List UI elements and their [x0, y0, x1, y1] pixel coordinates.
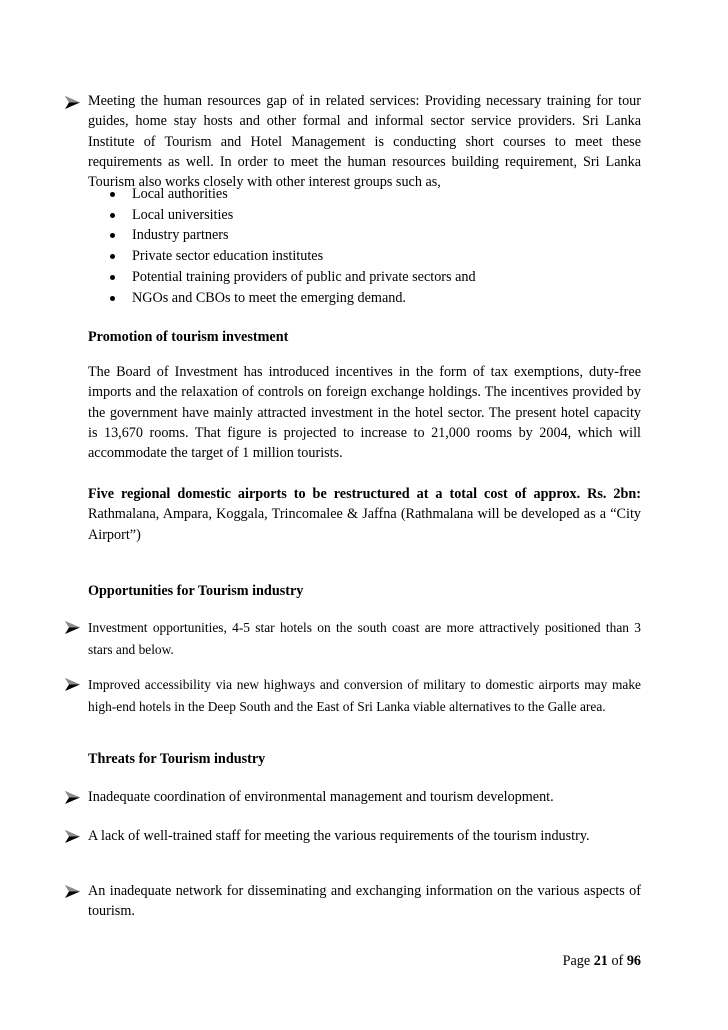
arrow-bullet-icon: [64, 790, 81, 805]
threats-heading: Threats for Tourism industry: [88, 751, 266, 767]
airports-bold-text: Five regional domestic airports to be restructured at a total cost of approx. Rs. 2bn:: [88, 486, 641, 502]
threat-item: Inadequate coordination of environmental management and tourism development.: [88, 789, 554, 805]
airports-paragraph: [88, 484, 641, 545]
page-number-footer: [563, 951, 641, 971]
list-item: Local universities: [108, 205, 476, 226]
opportunity-item: Improved accessibility via new highways and conversion of military to domestic airports may make high-end hotels in the Deep South and the East of Sri Lanka viable alternatives to the Galle area.: [88, 677, 641, 714]
investment-heading: Promotion of tourism investment: [88, 329, 289, 345]
airports-text: Rathmalana, Ampara, Koggala, Trincomalee & Jaffna (Rathmalana will be developed as a “City Airport”): [88, 506, 641, 543]
hr-gap-paragraph: Meeting the human resources gap of in related services: Providing necessary training for tour guides, home stay hosts and other formal and informal sector service providers. Sri Lanka Institute of Tourism and Hotel Management is conducting short courses to meet these requirements as well. In order to meet the human resources building requirement, Sri Lanka Tourism also works closely with other interest groups such as,: [88, 93, 641, 191]
opportunities-heading: Opportunities for Tourism industry: [88, 583, 304, 599]
arrow-bullet-icon: [64, 677, 81, 692]
list-item: Potential training providers of public and private sectors and: [108, 267, 476, 288]
list-item: Industry partners: [108, 225, 476, 246]
current-page-number: 21: [593, 953, 608, 969]
interest-groups-list: [108, 184, 476, 308]
opportunity-item: Investment opportunities, 4-5 star hotels on the south coast are more attractively positioned than 3 stars and below.: [88, 620, 641, 657]
arrow-bullet-icon: [64, 620, 81, 635]
threat-item: An inadequate network for disseminating and exchanging information on the various aspects of tourism.: [88, 883, 641, 920]
list-item: NGOs and CBOs to meet the emerging demand.: [108, 288, 476, 309]
list-item: Local authorities: [108, 184, 476, 205]
arrow-bullet-icon: [64, 884, 81, 899]
list-item: Private sector education institutes: [108, 246, 476, 267]
arrow-bullet-icon: [64, 95, 81, 110]
arrow-bullet-icon: [64, 829, 81, 844]
total-pages-number: 96: [626, 953, 641, 969]
page-label: Page: [562, 953, 591, 969]
investment-paragraph: The Board of Investment has introduced incentives in the form of tax exemptions, duty-free imports and the relaxation of controls on foreign exchange holdings. The incentives provided by the government have mainly attracted investment in the hotel sector. The present hotel capacity is 13,670 rooms. That figure is projected to increase to 21,000 rooms by 2004, which will accommodate the target of 1 million tourists.: [88, 364, 641, 462]
of-label: of: [611, 953, 624, 969]
threat-item: A lack of well-trained staff for meeting the various requirements of the tourism industry.: [88, 828, 590, 844]
